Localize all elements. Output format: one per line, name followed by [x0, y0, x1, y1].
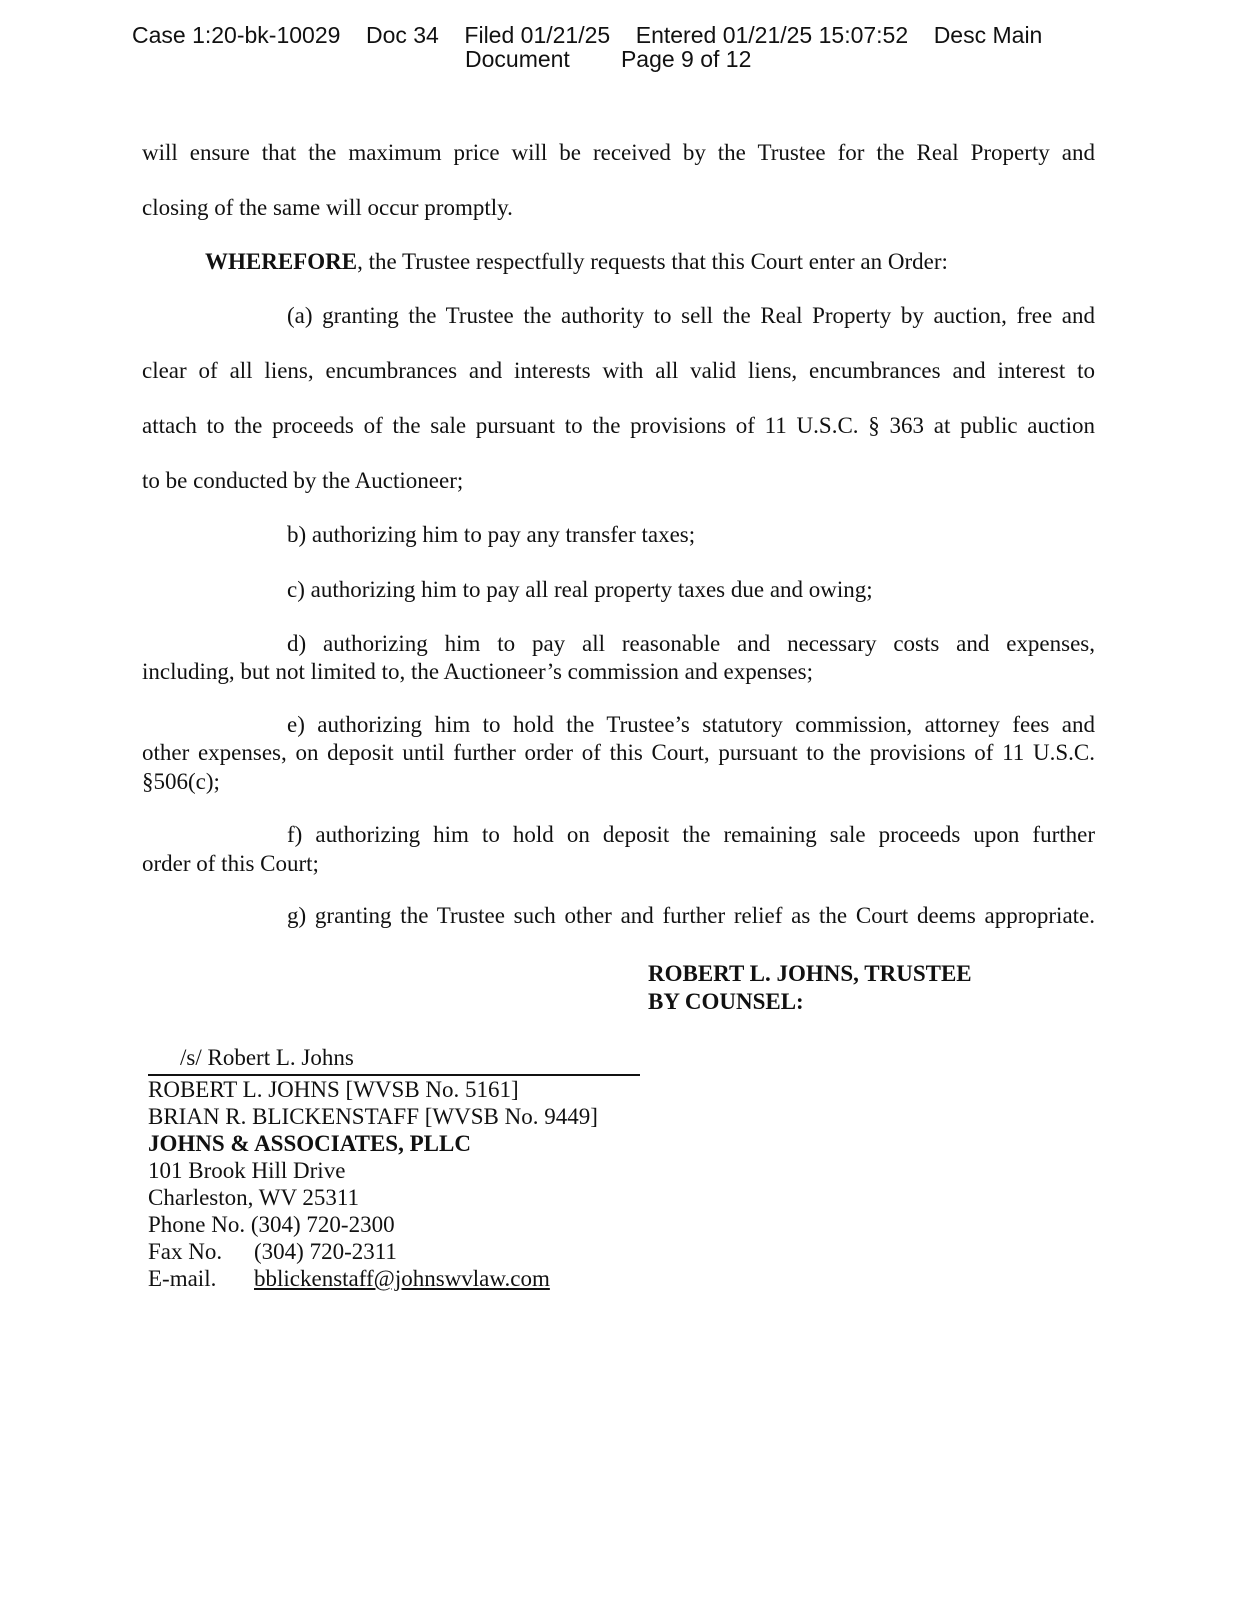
item-c: c) authorizing him to pay all real property taxes due and owing; — [287, 577, 873, 602]
item-a-line-4: to be conducted by the Auctioneer; — [142, 468, 464, 493]
paragraph-continuation-line-1: will ensure that the maximum price will be received by the Trustee for the Real Property and — [142, 140, 1095, 165]
by-counsel: BY COUNSEL: — [648, 989, 804, 1014]
case-header-line-1: Case 1:20-bk-10029 Doc 34 Filed 01/21/25 Entered 01/21/25 15:07:52 Desc Main — [132, 22, 1043, 48]
email-label: E-mail. — [148, 1266, 217, 1291]
wherefore-text: , the Trustee respectfully requests that this Court enter an Order: — [357, 249, 948, 274]
item-a-line-3: attach to the proceeds of the sale pursuant to the provisions of 11 U.S.C. § 363 at public auction — [142, 413, 1095, 438]
item-d-line-1: d) authorizing him to pay all reasonable and necessary costs and expenses, — [287, 631, 1095, 656]
item-f-line-1: f) authorizing him to hold on deposit the remaining sale proceeds upon further — [287, 822, 1095, 847]
email-row — [148, 1265, 640, 1292]
wherefore-heading: WHEREFORE — [205, 249, 358, 274]
attorney-1: ROBERT L. JOHNS [WVSB No. 5161] — [148, 1077, 519, 1102]
email-link[interactable]: bblickenstaff@johnswvlaw.com — [254, 1266, 550, 1291]
address-line-2: Charleston, WV 25311 — [148, 1185, 360, 1210]
item-e-line-2: other expenses, on deposit until further order of this Court, pursuant to the provisions of 11 U.S.C. — [142, 740, 1095, 765]
signature-block — [148, 1045, 640, 1292]
case-header-line-2: Document Page 9 of 12 — [465, 46, 752, 72]
item-e-line-1: e) authorizing him to hold the Trustee’s statutory commission, attorney fees and — [287, 712, 1095, 737]
item-f-line-2: order of this Court; — [142, 851, 319, 876]
wherefore-paragraph — [205, 249, 1158, 275]
item-d-line-2: including, but not limited to, the Auctioneer’s commission and expenses; — [142, 659, 813, 684]
paragraph-continuation-line-2: closing of the same will occur promptly. — [142, 195, 513, 220]
firm-name: JOHNS & ASSOCIATES, PLLC — [148, 1131, 471, 1156]
trustee-name: ROBERT L. JOHNS, TRUSTEE — [648, 961, 972, 986]
fax-number: (304) 720-2311 — [254, 1239, 397, 1264]
attorney-2: BRIAN R. BLICKENSTAFF [WVSB No. 9449] — [148, 1104, 598, 1129]
item-g: g) granting the Trustee such other and further relief as the Court deems appropriate. — [287, 903, 1095, 928]
fax-label: Fax No. — [148, 1239, 223, 1264]
address-line-1: 101 Brook Hill Drive — [148, 1158, 346, 1183]
signature-line — [148, 1045, 640, 1076]
electronic-signature: /s/ Robert L. Johns — [180, 1045, 354, 1070]
item-b: b) authorizing him to pay any transfer taxes; — [287, 522, 696, 547]
trustee-block — [648, 960, 972, 1016]
item-e-line-3: §506(c); — [142, 769, 220, 794]
item-a-line-1: (a) granting the Trustee the authority to sell the Real Property by auction, free and — [287, 303, 1095, 328]
fax-row — [148, 1238, 640, 1265]
item-a-line-2: clear of all liens, encumbrances and interests with all valid liens, encumbrances and interest to — [142, 358, 1095, 383]
phone-number: Phone No. (304) 720-2300 — [148, 1212, 395, 1237]
